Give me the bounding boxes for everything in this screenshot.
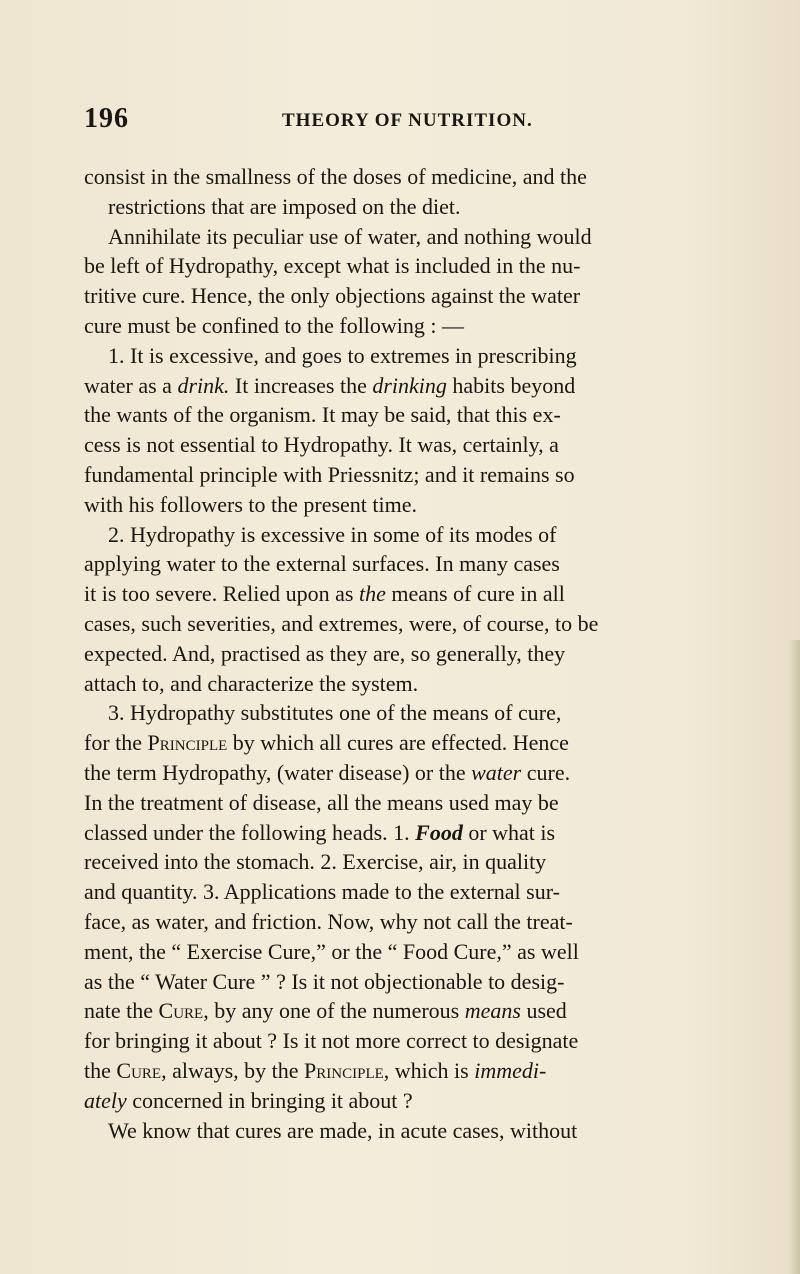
paragraph-start: 2. Hydropathy is excessive in some of its modes of — [108, 521, 557, 547]
text-run: , by any one of the numerous — [203, 998, 465, 1024]
small-caps-text: Principle — [147, 730, 228, 756]
paragraph-start: 1. It is excessive, and goes to extremes in prescribing — [108, 342, 577, 368]
text-line: consist in the smallness of the doses of medicine, and the — [84, 164, 587, 189]
text-run: means of cure in all — [385, 581, 565, 607]
text-run: habits beyond — [446, 372, 576, 398]
text-run: by which all cures are effected. Hence — [227, 730, 569, 756]
text-line: restrictions that are imposed on the diet. — [108, 193, 461, 219]
text-run: nate the — [84, 998, 159, 1024]
running-title: THEORY OF NUTRITION. — [282, 110, 533, 131]
text-run: for the — [84, 730, 148, 756]
text-line: cure must be confined to the following : — — [84, 312, 465, 338]
text-run: the term Hydropathy, (water disease) or the — [84, 759, 472, 785]
text-line: cess is not essential to Hydropathy. It was, certainly, a — [84, 432, 559, 458]
paragraph-start: 3. Hydropathy substitutes one of the means of cure, — [108, 700, 562, 726]
italic-text: ately — [84, 1087, 127, 1113]
text-line — [84, 996, 714, 1026]
italic-text: means — [464, 998, 521, 1024]
text-line: the wants of the organism. It may be said, that this ex- — [84, 402, 561, 428]
text-line: cases, such severities, and extremes, were, of course, to be — [84, 610, 599, 636]
text-run: used — [520, 998, 567, 1024]
italic-text: drink. — [177, 372, 230, 398]
text-run: classed under the following heads. 1. — [84, 819, 416, 845]
text-run: or what is — [462, 819, 556, 845]
text-line: face, as water, and friction. Now, why not call the treat- — [84, 908, 573, 934]
body-text — [84, 162, 714, 1145]
text-run: , always, by the — [161, 1057, 305, 1083]
text-line: In the treatment of disease, all the means used may be — [84, 789, 559, 815]
text-line: expected. And, practised as they are, so generally, they — [84, 640, 566, 666]
italic-text: immedi- — [474, 1057, 547, 1083]
text-run: the — [84, 1057, 117, 1083]
paragraph-start: Annihilate its peculiar use of water, and nothing would — [108, 223, 592, 249]
small-caps-text: Principle — [304, 1057, 384, 1083]
text-run: concerned in bringing it about ? — [126, 1087, 413, 1113]
text-line: attach to, and characterize the system. — [84, 670, 419, 696]
page-edge-shadow — [788, 640, 800, 1274]
text-line: with his followers to the present time. — [84, 491, 417, 517]
text-line — [84, 1056, 714, 1086]
text-line: fundamental principle with Priessnitz; and it remains so — [84, 461, 575, 487]
text-line: tritive cure. Hence, the only objections against the water — [84, 283, 581, 309]
text-line: for bringing it about ? Is it not more correct to designate — [84, 1028, 579, 1054]
text-line: as the “ Water Cure ” ? Is it not objectionable to desig- — [84, 968, 565, 994]
page-number: 196 — [84, 103, 129, 134]
bold-italic-text: Food — [415, 819, 463, 845]
text-line: applying water to the external surfaces. In many cases — [84, 551, 560, 577]
text-line — [84, 758, 714, 788]
text-line: received into the stomach. 2. Exercise, air, in quality — [84, 849, 547, 875]
italic-text: water — [471, 759, 522, 785]
text-line — [84, 818, 714, 848]
text-run: water as a — [84, 372, 178, 398]
text-run: it is too severe. Relied upon as — [84, 581, 359, 607]
text-run: It increases the — [229, 372, 373, 398]
text-run: cure. — [521, 759, 571, 785]
text-line — [84, 371, 714, 401]
italic-text: drinking — [372, 372, 447, 398]
italic-text: the — [358, 581, 386, 607]
text-line — [84, 728, 714, 758]
small-caps-text: Cure — [116, 1057, 162, 1083]
text-line — [84, 579, 714, 609]
text-line — [84, 1086, 714, 1116]
small-caps-text: Cure — [158, 998, 204, 1024]
text-line: ment, the “ Exercise Cure,” or the “ Food Cure,” as well — [84, 938, 579, 964]
page-header — [84, 104, 714, 134]
text-line: and quantity. 3. Applications made to the external sur- — [84, 879, 560, 905]
text-line: be left of Hydropathy, except what is included in the nu- — [84, 253, 581, 279]
paragraph-start: We know that cures are made, in acute cases, without — [108, 1117, 578, 1143]
text-run: , which is — [383, 1057, 475, 1083]
